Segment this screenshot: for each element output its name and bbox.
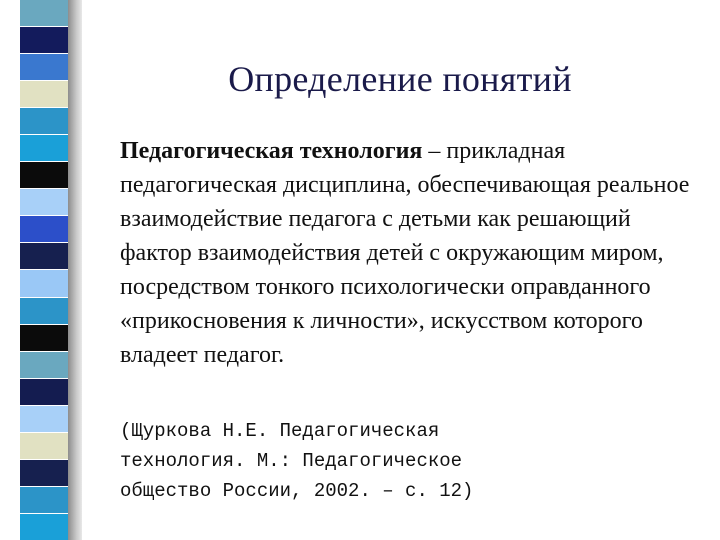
- decorative-stripe: [20, 108, 68, 135]
- citation: (Щуркова Н.Е. Педагогическая технология. М.: Педагогическое общество России, 2002. – с. 12): [120, 420, 474, 502]
- decorative-stripe: [20, 135, 68, 162]
- decorative-stripe: [20, 81, 68, 108]
- decorative-stripe: [20, 162, 68, 189]
- decorative-stripe: [20, 54, 68, 81]
- decorative-stripe: [20, 487, 68, 514]
- decorative-stripe: [20, 325, 68, 352]
- decorative-stripe: [20, 270, 68, 297]
- decorative-stripe: [20, 189, 68, 216]
- slide-title: Определение понятий: [228, 59, 572, 99]
- decorative-stripe: [20, 352, 68, 379]
- definition-text: – прикладная педагогическая дисциплина, обеспечивающая реальное взаимодействие педагога с детьми как решающий фактор взаимодействия детей с окружающим миром, посредством тонкого психологически оправданного «прикосновения к личности», искусством которого владеет педагог.: [120, 138, 690, 368]
- decorative-grey-panel: [68, 0, 82, 540]
- decorative-stripe: [20, 406, 68, 433]
- decorative-stripe: [20, 460, 68, 487]
- decorative-stripe: [20, 27, 68, 54]
- decorative-stripe: [20, 216, 68, 243]
- decorative-stripe: [20, 379, 68, 406]
- decorative-stripe-bar: [20, 0, 68, 540]
- defined-term: Педагогическая технология: [120, 138, 423, 164]
- definition-paragraph: [120, 134, 700, 372]
- decorative-stripe: [20, 0, 68, 27]
- decorative-stripe: [20, 433, 68, 460]
- decorative-stripe: [20, 298, 68, 325]
- decorative-stripe: [20, 243, 68, 270]
- decorative-stripe: [20, 514, 68, 540]
